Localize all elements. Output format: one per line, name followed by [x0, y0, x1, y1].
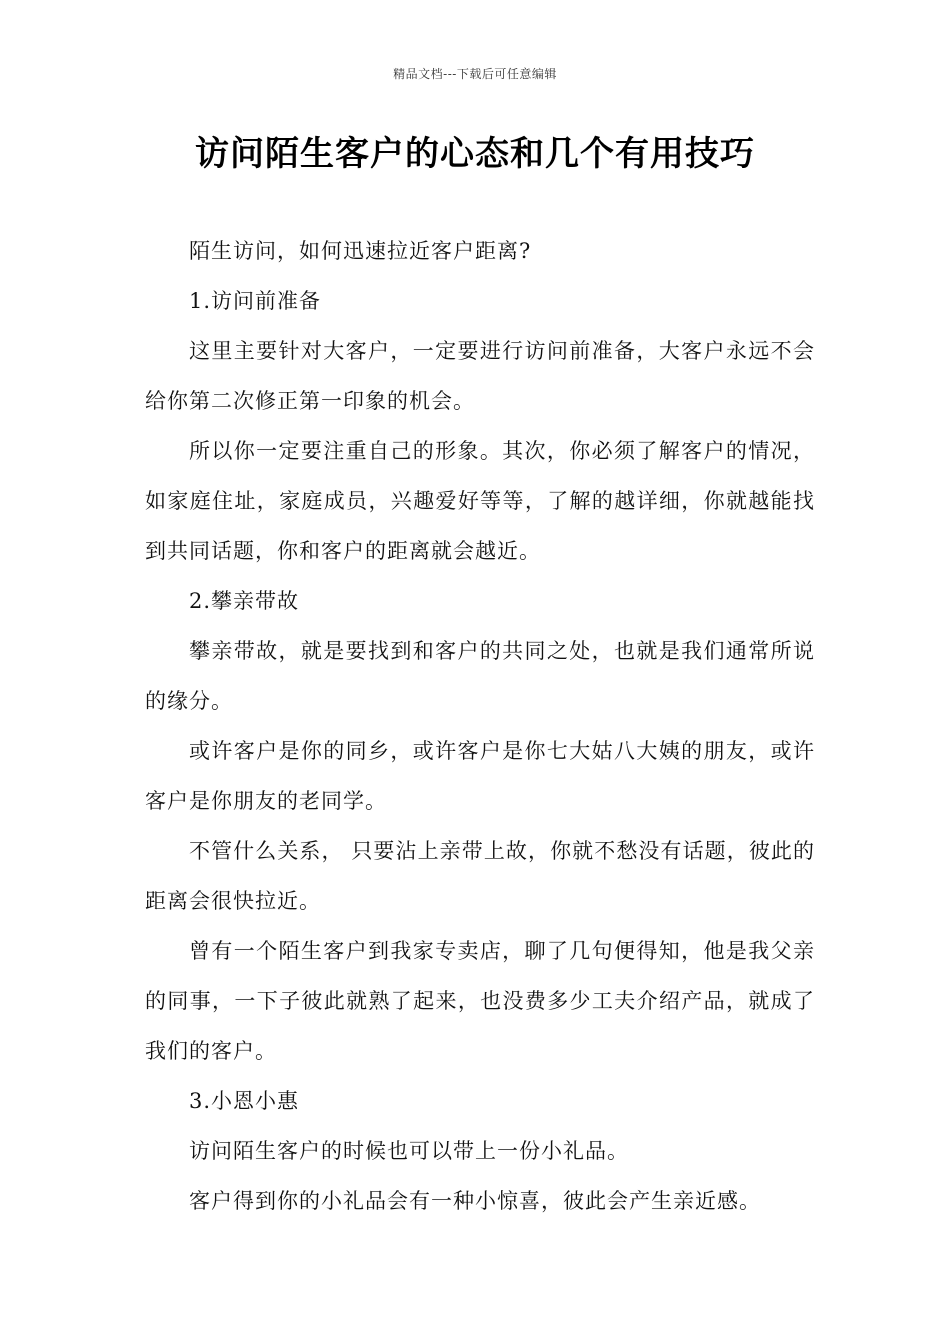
- paragraph-connections-1: 攀亲带故，就是要找到和客户的共同之处，也就是我们通常所说的缘分。: [145, 639, 815, 713]
- paragraph-preparation-1: 这里主要针对大客户，一定要进行访问前准备，大客户永远不会给你第二次修正第一印象的机会。: [145, 339, 815, 413]
- header-note: 精品文档---下载后可任意编辑: [393, 67, 557, 81]
- paragraph-connections-3: 不管什么关系， 只要沾上亲带上故，你就不愁没有话题，彼此的距离会很快拉近。: [145, 839, 815, 913]
- section-heading-connections: 2.攀亲带故: [189, 589, 300, 613]
- paragraph-small-gifts-1: 访问陌生客户的时候也可以带上一份小礼品。: [189, 1139, 629, 1163]
- section-heading-preparation: 1.访问前准备: [189, 289, 322, 313]
- document-body: [145, 226, 815, 1226]
- paragraph-connections-4: 曾有一个陌生客户到我家专卖店，聊了几句便得知，他是我父亲的同事，一下子彼此就熟了起来，也没费多少工夫介绍产品，就成了我们的客户。: [145, 939, 815, 1063]
- paragraph-intro-question: 陌生访问，如何迅速拉近客户距离?: [189, 239, 532, 263]
- section-heading-small-gifts: 3.小恩小惠: [189, 1089, 300, 1113]
- document-title: 访问陌生客户的心态和几个有用技巧: [195, 134, 755, 174]
- paragraph-small-gifts-2: 客户得到你的小礼品会有一种小惊喜，彼此会产生亲近感。: [189, 1189, 761, 1213]
- paragraph-preparation-2: 所以你一定要注重自己的形象。其次，你必须了解客户的情况，如家庭住址，家庭成员，兴趣爱好等等，了解的越详细，你就越能找到共同话题，你和客户的距离就会越近。: [145, 439, 815, 563]
- paragraph-connections-2: 或许客户是你的同乡，或许客户是你七大姑八大姨的朋友，或许客户是你朋友的老同学。: [145, 739, 815, 813]
